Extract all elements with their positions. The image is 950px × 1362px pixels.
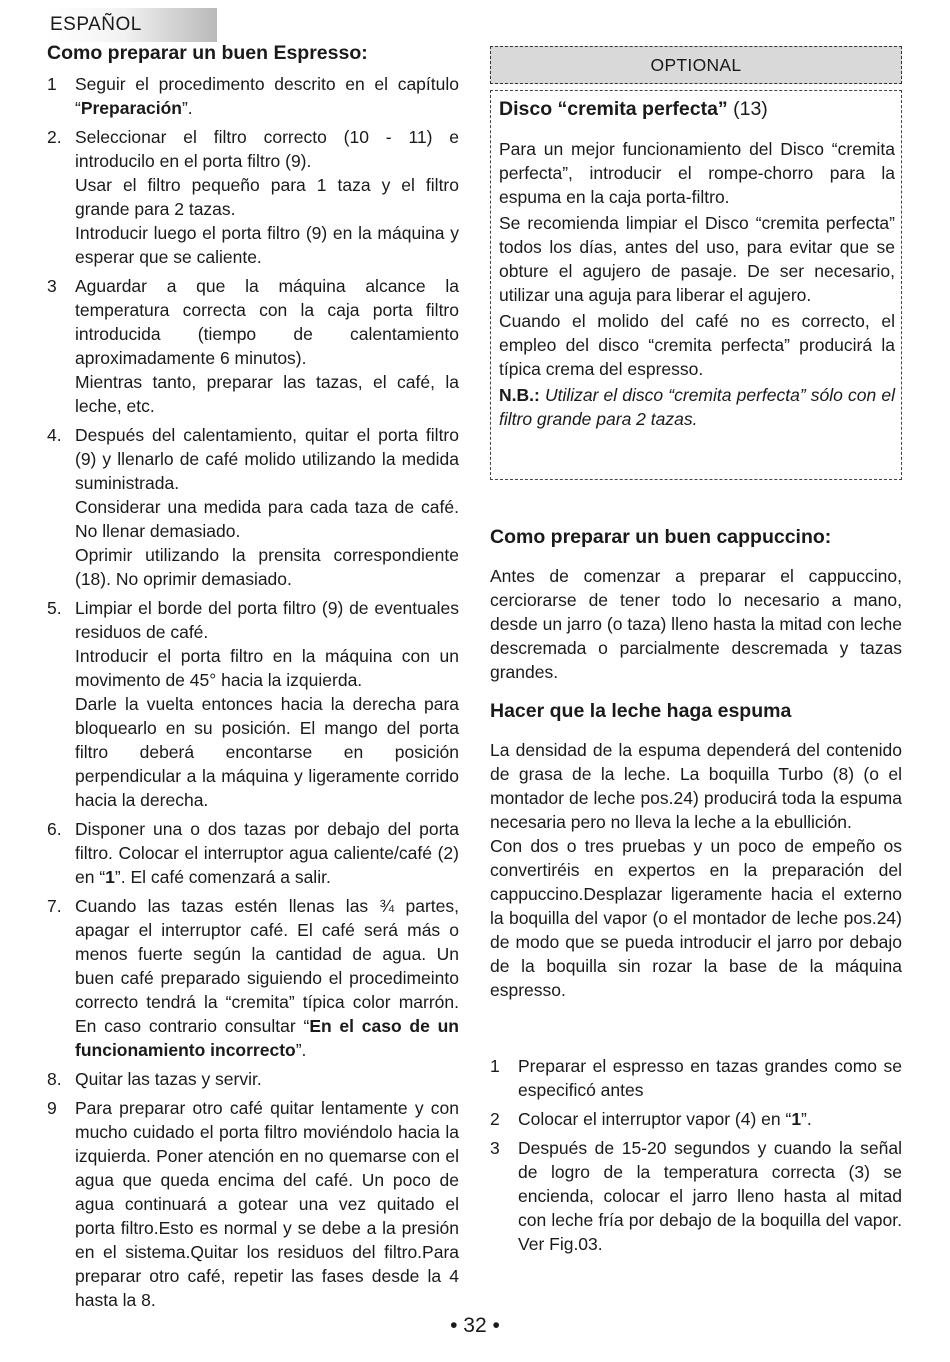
- page-number: • 32 •: [450, 1314, 500, 1337]
- step-text-part: Cuando las tazas estén llenas las ¾ partes, apagar el interruptor café. El café será más o menos fuerte según la cantidad de agua. Un buen café preparado siguiendo el procedimeinto correcto tendrá la “cremita” típica color marrón. En caso contrario consultar “: [75, 896, 459, 1036]
- optional-banner: OPTIONAL: [490, 46, 902, 84]
- disc-paragraph: Se recomienda limpiar el Disco “cremita perfecta” todos los días, antes del uso, para evitar que se obture el agujero de pasaje. De ser necesario, utilizar una aguja para liberar el agujero.: [499, 213, 895, 305]
- step-number: 9: [47, 1098, 57, 1118]
- step-text: Quitar las tazas y servir.: [75, 1069, 262, 1089]
- step-text: Aguardar a que la máquina alcance la temperatura correcta con la caja porta filtro introducida (tiempo de calentamiento aproximadamente 6 minutos).: [75, 276, 459, 368]
- step-number: 5.: [47, 598, 62, 618]
- right-column: [490, 46, 902, 1261]
- disc-title-text: Disco “cremita perfecta”: [499, 98, 728, 120]
- step-text-part: ”.: [181, 98, 193, 118]
- step-text: [75, 72, 459, 120]
- list-item: [47, 596, 459, 812]
- step-text: Después del calentamiento, quitar el porta filtro (9) y llenarlo de café molido utilizando la medida suministrada.: [75, 425, 459, 493]
- step-number: 3: [490, 1138, 500, 1158]
- step-text: Seleccionar el filtro correcto (10 - 11) e introducilo en el porta filtro (9).: [75, 127, 459, 171]
- step-text-part: ”.: [801, 1109, 812, 1129]
- step-number: 6.: [47, 819, 62, 839]
- disc-paragraph: Cuando el molido del café no es correcto, el empleo del disco “cremita perfecta” producirá la típica crema del espresso.: [499, 311, 895, 379]
- step-text-part: Disponer una o dos tazas por debajo del porta filtro. Colocar el interruptor agua caliente/café (2) en “: [75, 819, 459, 887]
- step-text: Para preparar otro café quitar lentamente y con mucho cuidado el porta filtro moviéndolo hacia la izquierda. Poner atención en no quemarse con el agua que queda encima del café. Un poco de agua continuará a gotear una vez quitado el porta filtro.Esto es normal y se debe a la presión en el sistema.Quitar los residuos del filtro.Para preparar otro café, repetir las fases desde la 4 hasta la 8.: [75, 1098, 459, 1310]
- step-text-part: ”. El café comenzará a salir.: [114, 867, 331, 887]
- list-item: [47, 1067, 459, 1091]
- list-item: [490, 1054, 902, 1102]
- step-text: Oprimir utilizando la prensita correspondiente (18). No oprimir demasiado.: [75, 545, 459, 589]
- foam-paragraph: Con dos o tres pruebas y un poco de empeño os convertiréis en expertos en la preparación del cappuccino.Desplazar ligeramente hacia el externo la boquilla del vapor (o el montador de leche pos.24) de modo que se pueda introducir el jarro por debajo de la boquilla sin rozar la base de la máquina espresso.: [490, 836, 902, 1000]
- disc-title: [499, 95, 895, 123]
- espresso-steps-list: [47, 72, 459, 1312]
- step-text: Después de 15-20 segundos y cuando la señal de logro de la temperatura correcta (3) se encienda, colocar el jarro lleno hasta al mitad con leche fría por debajo de la boquilla del vapor. Ver Fig.03.: [518, 1138, 902, 1254]
- step-number: 4.: [47, 425, 62, 445]
- list-item: [490, 1107, 902, 1131]
- disc-note: [499, 383, 895, 431]
- list-item: [47, 423, 459, 591]
- step-text: Considerar una medida para cada taza de café. No llenar demasiado.: [75, 497, 459, 541]
- step-number: 2: [490, 1109, 500, 1129]
- list-item: [47, 72, 459, 120]
- step-number: 1: [490, 1056, 500, 1076]
- language-tab: ESPAÑOL: [47, 8, 217, 42]
- list-item: [47, 817, 459, 889]
- section-title-cappuccino: Como preparar un buen cappuccino:: [490, 526, 832, 548]
- step-text: Mientras tanto, preparar las tazas, el café, la leche, etc.: [75, 372, 459, 416]
- disc-title-ref: (13): [727, 98, 768, 120]
- step-text-part: Seguir el procedimento descrito en el capítulo “: [75, 74, 459, 118]
- step-text: Preparar el espresso en tazas grandes como se especificó antes: [518, 1056, 902, 1100]
- section-title-foam: Hacer que la leche haga espuma: [490, 700, 792, 722]
- step-text-part: Colocar el interruptor vapor (4) en “: [518, 1109, 792, 1129]
- step-text: [75, 817, 459, 889]
- step-text: Introducir el porta filtro en la máquina con un movimento de 45° hacia la izquierda.: [75, 646, 459, 690]
- section-title-espresso: Como preparar un buen Espresso:: [47, 42, 368, 64]
- step-text-bold: 1: [105, 867, 115, 887]
- step-text: Limpiar el borde del porta filtro (9) de eventuales residuos de café.: [75, 598, 459, 642]
- cappuccino-paragraph: Antes de comenzar a preparar el cappuccino, cerciorarse de tener todo lo necesario a mano, desde un jarro (o taza) lleno hasta la mitad con leche descremada o parcialmente descremada y tazas grandes.: [490, 566, 902, 682]
- step-number: 2.: [47, 127, 62, 147]
- disc-paragraph: Para un mejor funcionamiento del Disco “cremita perfecta”, introducir el rompe-chorro para la espuma en la caja porta-filtro.: [499, 139, 895, 207]
- step-text-bold: 1: [791, 1109, 802, 1129]
- step-text: Usar el filtro pequeño para 1 taza y el filtro grande para 2 tazas.: [75, 175, 459, 219]
- step-text-bold: Preparación: [80, 98, 182, 118]
- left-column: [47, 40, 459, 1317]
- step-text: [75, 894, 459, 1062]
- cappuccino-steps-list: [490, 1054, 902, 1256]
- note-text: Utilizar el disco “cremita perfecta” sólo con el filtro grande para 2 tazas.: [499, 385, 895, 429]
- step-text: Darle la vuelta entonces hacia la derecha para bloquearlo en su posición. El mango del porta filtro deberá encontarse en posición perpendicular a la máquina y ligeramente corrido hacia la derecha.: [75, 694, 459, 810]
- step-number: 7.: [47, 896, 62, 916]
- step-text: Introducir luego el porta filtro (9) en la máquina y esperar que se caliente.: [75, 223, 459, 267]
- list-item: [47, 1096, 459, 1312]
- step-text-bold: En el caso de un funcionamiento incorrecto: [75, 1016, 459, 1060]
- list-item: [47, 274, 459, 418]
- step-number: 3: [47, 276, 57, 296]
- step-text-part: ”.: [295, 1040, 307, 1060]
- optional-disc-box: [490, 90, 902, 480]
- list-item: [47, 894, 459, 1062]
- list-item: [490, 1136, 902, 1256]
- list-item: [47, 125, 459, 269]
- step-number: 1: [47, 74, 57, 94]
- note-label: N.B.:: [499, 385, 540, 405]
- step-text: [518, 1107, 902, 1131]
- step-number: 8.: [47, 1069, 62, 1089]
- foam-paragraph: La densidad de la espuma dependerá del contenido de grasa de la leche. La boquilla Turbo (8) (o el montador de leche pos.24) producirá toda la espuma necesaria pero no lleva la leche a la ebullición.: [490, 740, 902, 832]
